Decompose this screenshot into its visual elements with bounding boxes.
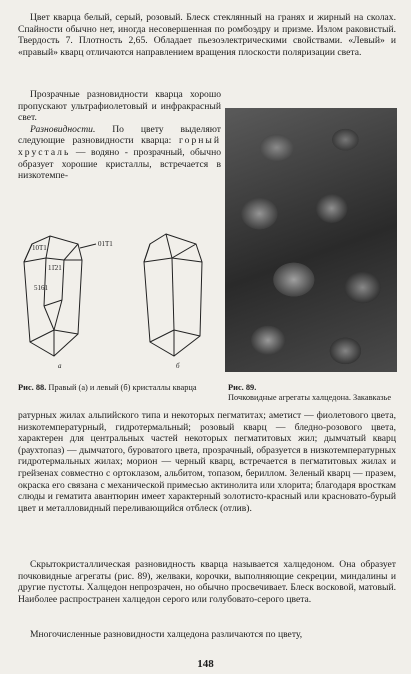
figure-88-number: Рис. 88. bbox=[18, 383, 47, 392]
paragraph-chalcedony: Скрытокристаллическая разновидность кварца называется халцедоном. Она образует почковидные агрегаты (рис. 89), желваки, корочки, выполняющие секреции, миндалины и другие пустоты. Халцедон непрозрачен, но обычно просвечивает. Блеск восковой, матовый. Наиболее распространен халцедон серого или голубовато-серого цвета. bbox=[18, 559, 396, 605]
chalcedony-photo bbox=[225, 108, 397, 372]
figure-88-text: Правый (а) и левый (б) кристаллы кварца bbox=[46, 383, 197, 392]
paragraph-properties: Цвет кварца белый, серый, розовый. Блеск стеклянный на гранях и жирный на сколах. Спайности обычно нет, иногда несовершенная по ромбоэдру и призме. Излом раковистый. Твердость 7. Плотность 2,65. Обладает пьезоэлектрическими свойствами. «Левый» и «правый» кварц отличаются направлением вращения плоскости поляризации света. bbox=[18, 12, 396, 58]
left-crystal-drawing bbox=[144, 234, 202, 356]
face-label-1: 10Т1 bbox=[32, 244, 47, 252]
right-crystal-drawing bbox=[24, 236, 96, 356]
rock-crystal-desc: — водяно - прозрачный, обычно образует хорошие кристаллы, встречается в низкотемпе- bbox=[18, 146, 221, 182]
paragraph-transparency: Прозрачные разновидности кварца хорошо пропускают ультрафиолетовый и инфракрасный свет. bbox=[18, 89, 221, 124]
face-label-3: 11̄21 bbox=[48, 264, 62, 272]
left-column-text bbox=[18, 89, 221, 182]
figure-89-number: Рис. 89. bbox=[228, 383, 257, 392]
page-number: 148 bbox=[197, 658, 214, 670]
label-b: б bbox=[176, 362, 180, 370]
varieties-intro: По цвету выделяют следующие разновидности кварца: bbox=[18, 123, 221, 147]
figure-89-text: Почковидные агрегаты халцедона. Закавказье bbox=[228, 393, 392, 402]
figure-88-caption bbox=[18, 383, 218, 393]
term-rock-crystal: горный хрусталь bbox=[18, 135, 221, 158]
paragraph-quartz-varieties: ратурных жилах альпийского типа и некоторых пегматитах; аметист — фиолетового цвета, низкотемпературный, гидротермальный; розовый кварц — бледно-розового цвета, характерен для центральных частей некоторых пегматитовых жил; дымчатый кварц (раухтопаз) — дымчатого, буроватого цвета, прозрачный, образуется в низкотемпературных гидротермальных жилах; морион — черный кварц, встречается в пегматитовых жилах и грейзенах совместно с ортоклазом, альбитом, топазом, бериллом. Зеленый кварц — празем, окраска его связана с механической примесью актинолита или хлорита; благодаря вросткам слюды и гематита авантюрин имеет характерный золотисто-красный или красновато-бурый цвет и металловидный переливающийся отблеск (отлив). bbox=[18, 410, 396, 514]
face-label-2: 01Т1 bbox=[98, 240, 113, 248]
paragraph-chalcedony-varieties: Многочисленные разновидности халцедона различаются по цвету, bbox=[30, 629, 303, 640]
label-a: а bbox=[58, 362, 62, 370]
paragraph-varieties bbox=[18, 124, 221, 182]
figure-89-caption bbox=[228, 383, 398, 403]
face-label-4: 5161 bbox=[34, 284, 48, 292]
quartz-crystals-figure bbox=[18, 230, 223, 370]
varieties-heading: Разновидности. bbox=[30, 123, 96, 135]
